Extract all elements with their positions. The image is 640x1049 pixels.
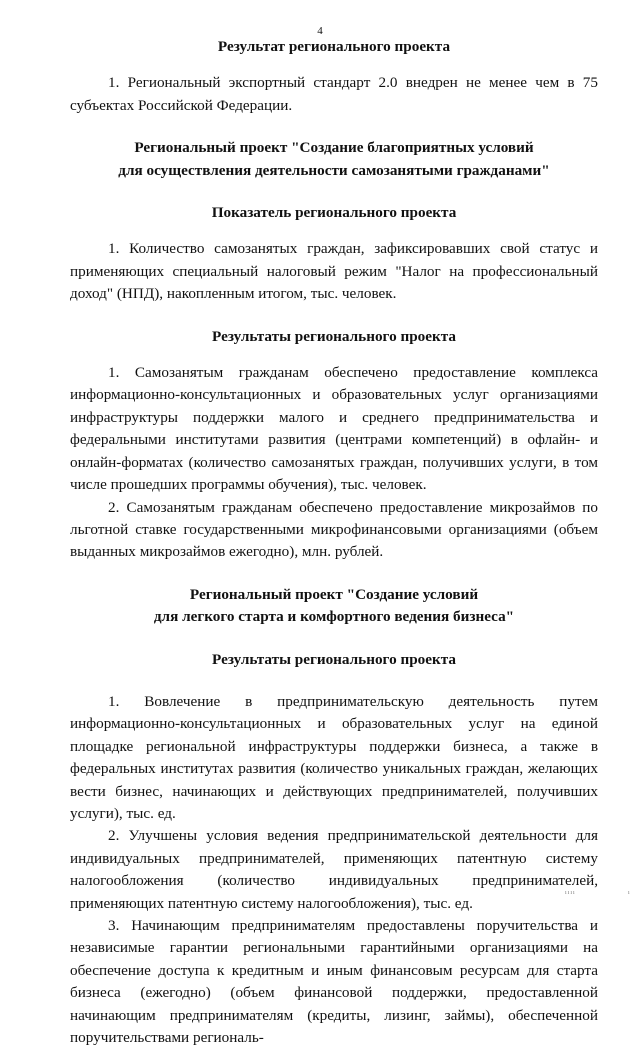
section-heading-results-2: Результаты регионального проекта xyxy=(212,650,456,668)
paragraph-results-2-item-1: 1. Вовлечение в предпринимательскую деятельность путем информационно-консультационных и образовательных услуг на единой площадке региональной инфраструктуры поддержки бизнеса, а также в федеральных институтах развития (количество уникальных граждан, желающих вести бизнес, начинающих и действующих предпринимателей, получивших услуги), тыс. ед. xyxy=(70,692,598,822)
footer-tick-mark: ı xyxy=(628,890,630,896)
project-title-easy-start-line1: Региональный проект "Создание условий xyxy=(189,585,479,603)
project-title-selfemployed-line1: Региональный проект "Создание благоприятных условий xyxy=(134,139,534,157)
document-body xyxy=(70,36,598,1049)
page-number: 4 xyxy=(317,25,323,37)
paragraph-results-2-item-2: 2. Улучшены условия ведения предпринимательской деятельности для индивидуальных предпринимателей, применяющих патентную систему налогообложения (количество индивидуальных предпринимателей, применяющих патентную систему налогообложения), тыс. ед. xyxy=(70,827,598,912)
paragraph-results-2-item-3: 3. Начинающим предпринимателям предоставлены поручительства и независимые гарантии региональными гарантийными организациями на обеспечение доступа к кредитным и иным финансовым ресурсам для старта бизнеса (ежегодно) (объем финансовой поддержки, предоставленной начинающим предпринимателям (кредиты, лизинг, займы), обеспеченной поручительствами региональ- xyxy=(70,917,598,1047)
project-title-selfemployed-line2: для осуществления деятельности самозанятыми гражданами" xyxy=(118,161,550,179)
section-heading-indicator: Показатель регионального проекта xyxy=(211,204,457,222)
paragraph-indicator-selfemployed: 1. Количество самозанятых граждан, зафиксировавших свой статус и применяющих специальный налоговый режим "Налог на профессиональный доход" (НПД), накопленным итогом, тыс. человек. xyxy=(70,240,598,303)
section-heading-result: Результат регионального проекта xyxy=(217,38,451,55)
section-heading-results-1: Результаты регионального проекта xyxy=(212,327,456,345)
paragraph-export-standard: 1. Региональный экспортный стандарт 2.0 внедрен не менее чем в 75 субъектах Российской Федерации. xyxy=(70,74,598,114)
project-title-easy-start-line2: для легкого старта и комфортного ведения бизнеса" xyxy=(153,608,515,626)
paragraph-results-1-item-2: 2. Самозанятым гражданам обеспечено предоставление микрозаймов по льготной ставке государственными микрофинансовыми организациями (объем выданных микрозаймов ежегодно), млн. рублей. xyxy=(70,498,598,561)
footer-barcode-mark: ıııı xyxy=(565,890,576,896)
paragraph-results-1-item-1: 1. Самозанятым гражданам обеспечено предоставление комплекса информационно-консультационных и образовательных услуг организациями инфраструктуры поддержки малого и среднего предпринимательства и федеральными институтами развития (центрами компетенций) в офлайн- и онлайн-форматах (количество самозанятых граждан, получивших услуги, в том числе прошедших программы обучения), тыс. человек. xyxy=(70,364,598,494)
